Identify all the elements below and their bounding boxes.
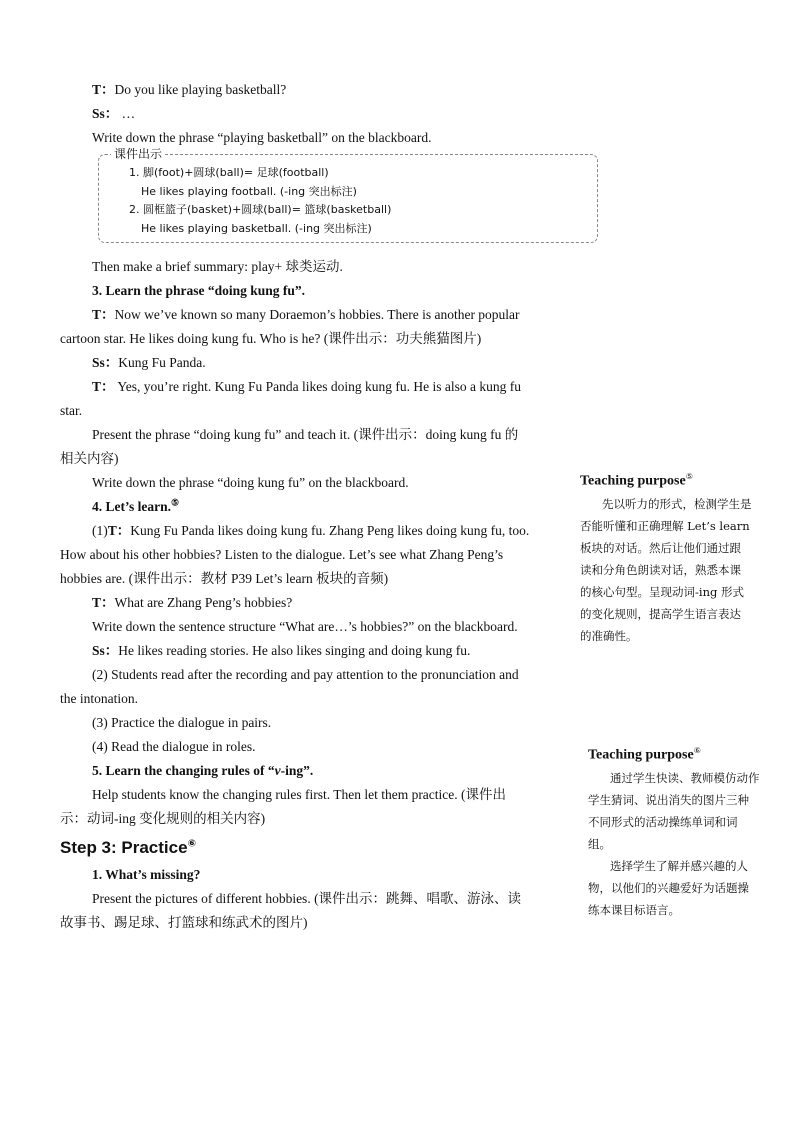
instruction-text: Write down the phrase “doing kung fu” on the blackboard. [92,475,409,490]
instruction-text: Help students know the changing rules first. Then let them practice. (课件出示：动词-ing 变化规则的相关内容) [60,787,507,826]
note-text: 选择学生了解并感兴趣的人物，以他们的兴趣爱好为话题操练本课目标语言。 [588,858,749,917]
courseware-line: 1. 脚(foot)+圆球(ball)= 足球(football) [129,166,329,179]
footnote-mark: ⑥ [693,746,701,755]
note-text: 先以听力的形式，检测学生是否能听懂和正确理解 Let’s learn 板块的对话。然后让他们通过跟读和分角色朗读对话，熟悉本课的核心句型。呈现动词-ing 形式的变化规则，提高学生语言表达的准确性。 [580,496,752,643]
note-title: Teaching purpose⑥ [588,746,701,763]
teaching-purpose-note [580,466,752,647]
courseware-line: He likes playing basketball. (-ing 突出标注) [141,221,372,235]
instruction-text: Write down the sentence structure “What are…’s hobbies?” on the blackboard. [92,619,518,634]
instruction-text: Write down the phrase “playing basketball” on the blackboard. [92,130,432,145]
courseware-box [98,147,598,243]
section-heading: 1. What’s missing? [92,867,201,882]
instruction-text: Then make a brief summary: play+ 球类运动. [92,259,343,274]
section-heading: 4. Let’s learn.⑤ [92,497,180,514]
footnote-mark: ⑥ [187,838,197,850]
footnote-mark: ⑤ [170,497,180,508]
dialogue-line: Ss：Kung Fu Panda. [92,355,206,370]
note-text: 通过学生快读、教师模仿动作学生猜词、说出消失的图片三种不同形式的活动操练单词和词组。 [588,770,760,851]
dialogue-line: T：What are Zhang Peng’s hobbies? [92,595,293,610]
courseware-label: 课件出示 [111,146,165,162]
section-heading: 5. Learn the changing rules of “v-ing”. [92,763,314,778]
dialogue-line: T：Now we’ve known so many Doraemon’s hobbies. There is another popular cartoon star. He likes doing kung fu. Who is he? (课件出示：功夫熊猫图片) [60,307,520,346]
dialogue-line: T： Yes, you’re right. Kung Fu Panda likes doing kung fu. He is also a kung fu star. [60,379,521,418]
courseware-line: 2. 圆框篮子(basket)+圆球(ball)= 篮球(basketball) [129,203,392,216]
instruction-text: Present the phrase “doing kung fu” and teach it. (课件出示：doing kung fu 的相关内容) [60,427,519,466]
dialogue-line: (1)T：Kung Fu Panda likes doing kung fu. Zhang Peng likes doing kung fu, too. How about his other hobbies? Listen to the dialogue. Let’s see what Zhang Peng’s hobbies are. (课件出示：教材 P39 Let’s learn 板块的音频) [60,523,530,586]
dialogue-line: Ss：He likes reading stories. He also likes singing and doing kung fu. [92,643,471,658]
instruction-text: (3) Practice the dialogue in pairs. [92,715,272,730]
instruction-text: Present the pictures of different hobbies. (课件出示：跳舞、唱歌、游泳、读故事书、踢足球、打篮球和练武术的图片) [60,891,522,930]
instruction-text: (4) Read the dialogue in roles. [92,739,256,754]
note-title: Teaching purpose⑤ [580,472,693,489]
instruction-text: (2) Students read after the recording and pay attention to the pronunciation and the intonation. [60,667,519,706]
teaching-purpose-note [588,740,760,921]
dialogue-line: Ss： … [92,106,136,121]
step-heading: Step 3: Practice⑥ [60,838,197,857]
footnote-mark: ⑤ [685,472,693,481]
section-heading: 3. Learn the phrase “doing kung fu”. [92,283,306,298]
lesson-plan-body [60,78,530,935]
dialogue-line: T：Do you like playing basketball? [92,82,287,97]
courseware-line: He likes playing football. (-ing 突出标注) [141,184,357,198]
